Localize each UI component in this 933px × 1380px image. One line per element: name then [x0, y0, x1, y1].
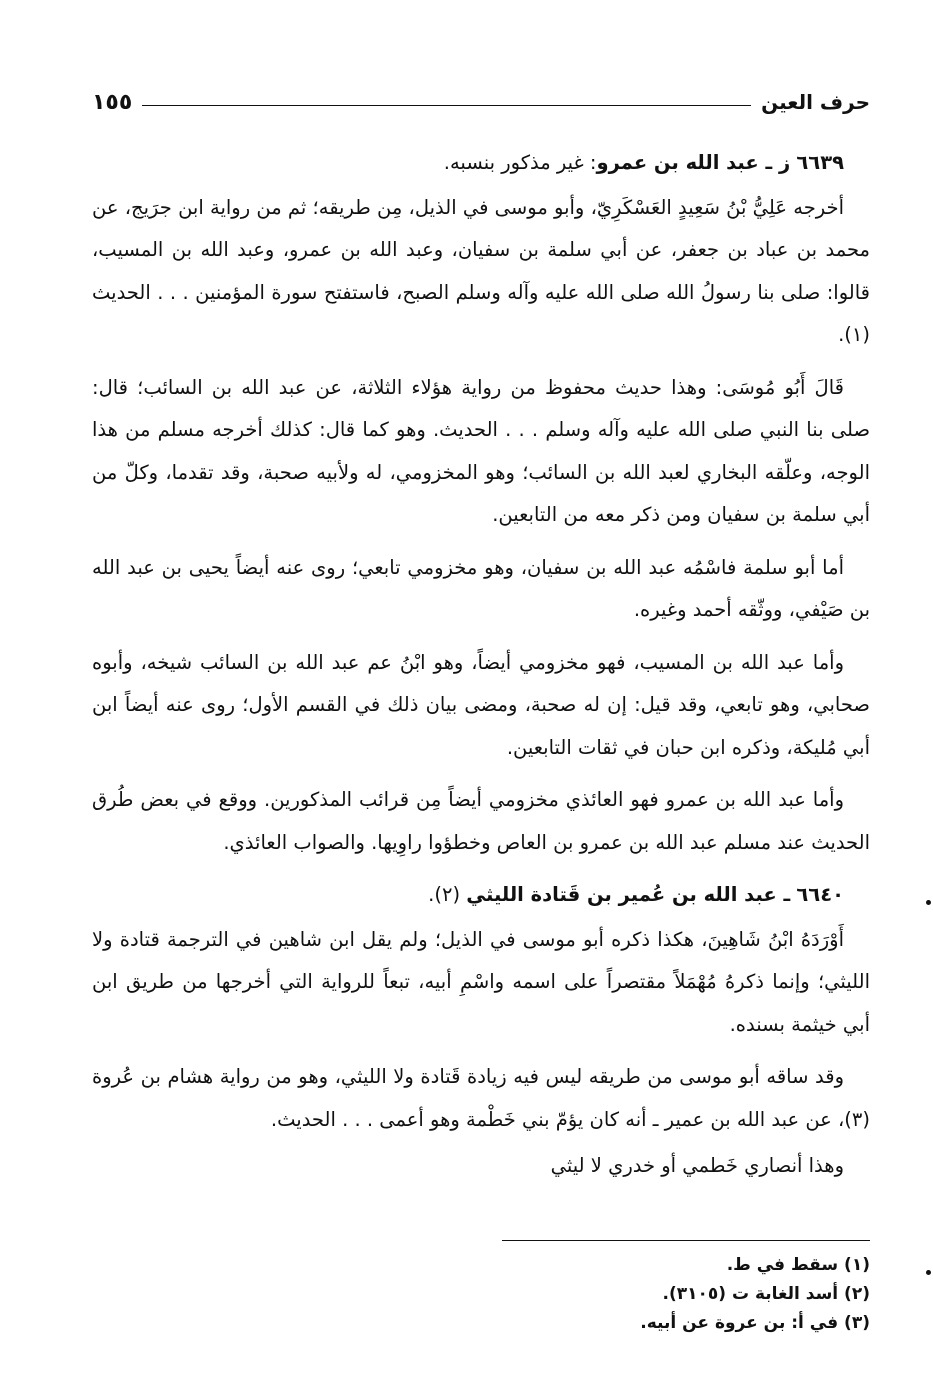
running-head: حرف العين	[761, 90, 870, 114]
footnote: (٢) أسد الغابة ت (٣١٠٥).	[662, 1284, 870, 1304]
footnote: (١) سقط في ط.	[726, 1255, 870, 1275]
entry-number: ٦٦٤٠	[796, 883, 844, 906]
footnotes	[92, 1240, 870, 1338]
footnote: (٣) في أ: بن عروة عن أبيه.	[640, 1313, 870, 1333]
page-number: ١٥٥	[92, 89, 133, 115]
entry-name: ـ عبد الله بن عُمير بن قَتادة الليثي	[466, 883, 791, 906]
entry-name: ز ـ عبد الله بن عمرو	[596, 151, 791, 174]
entry-note: : غير مذكور بنسبه.	[443, 151, 597, 174]
paragraph: وأما عبد الله بن عمرو فهو العائذي مخزومي أيضاً مِن قرائب المذكورين. ووقع في بعض طُرق الحديث عند مسلم عبد الله بن عمرو بن العاص وخطؤوا راوِيها. والصواب العائذي.	[92, 788, 870, 854]
paragraph: وهذا أنصاري خَطمي أو خدري لا ليثي	[550, 1154, 844, 1177]
entry-heading	[92, 142, 870, 185]
footnote-rule	[502, 1240, 870, 1241]
entry-number: ٦٦٣٩	[796, 151, 844, 174]
paragraph: وقد ساقه أبو موسى من طريقه ليس فيه زيادة قَتادة ولا الليثي، وهو من رواية هشام بن عُروة (٣)، عن عبد الله بن عمير ـ أنه كان يؤمّ بني خَطْمة وهو أعمى . . . الحديث.	[92, 1065, 870, 1131]
page-body	[92, 142, 870, 1198]
entry-note: (٢).	[428, 883, 467, 906]
page-header	[92, 84, 870, 120]
scan-speck	[926, 1270, 931, 1275]
paragraph: أخرجه عَلِيُّ بْنُ سَعِيدٍ العَسْكَرِيّ، وأبو موسى في الذيل، مِن طريقه؛ ثم من رواية ابن جرَيج، عن محمد بن عباد بن جعفر، عن أبي سلمة بن سفيان، وعبد الله بن عمرو، وعبد الله بن المسيب، قالوا: صلى بنا رسولُ الله صلى الله عليه وآله وسلم الصبح، فاستفتح سورة المؤمنين . . . الحديث (١).	[92, 195, 870, 346]
paragraph: وأما عبد الله بن المسيب، فهو مخزومي أيضاً، وهو ابْنُ عم عبد الله بن السائب شيخه، وأبوه صحابي، وهو تابعي، وقد قيل: إن له صحبة، ومضى بيان ذلك في القسم الأول؛ روى عنه أيضاً ابن أبي مُليكة، وذكره ابن حبان في ثقات التابعين.	[92, 650, 870, 759]
header-rule	[142, 105, 751, 106]
entry-heading	[92, 874, 870, 917]
paragraph: قَالَ أَبُو مُوسَى: وهذا حديث محفوظ من رواية هؤلاء الثلاثة، عن عبد الله بن السائب؛ قال: صلى بنا النبي صلى الله عليه وآله وسلم . . . الحديث. وهو كما قال: كذلك أخرجه مسلم من هذا الوجه، وعلّقه البخاري لعبد الله بن السائب؛ وهو المخزومي، له ولأبيه صحبة، وقد تقدما، وكلّ من أبي سلمة بن سفيان ومن ذكر معه من التابعين.	[92, 375, 870, 526]
paragraph: أَوْرَدَهُ ابْنُ شَاهِينَ، هكذا ذكره أبو موسى في الذيل؛ ولم يقل ابن شاهين في الترجمة قتادة ولا الليثي؛ وإنما ذكرهُ مُهْمَلاً مقتصراً على اسمه واسْمِ أبيه، تبعاً للرواية التي أخرجها من طريق ابن أبي خيثمة بسنده.	[92, 927, 870, 1036]
scan-speck	[926, 900, 931, 905]
paragraph: أما أبو سلمة فاسْمُه عبد الله بن سفيان، وهو مخزومي تابعي؛ روى عنه أيضاً يحيى بن عبد الله بن صَيْفي، ووثّقه أحمد وغيره.	[92, 555, 870, 621]
